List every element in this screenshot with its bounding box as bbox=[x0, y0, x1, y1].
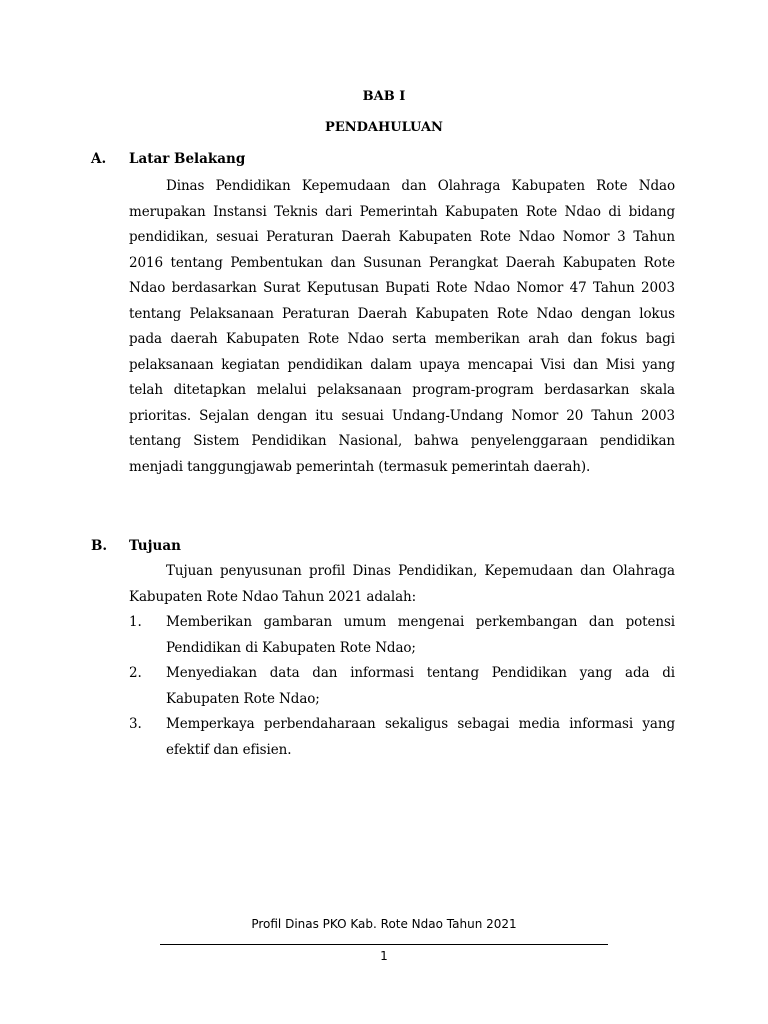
section-b-letter: B. bbox=[91, 538, 108, 554]
list-item-number: 2. bbox=[129, 665, 142, 681]
section-a-title: Latar Belakang bbox=[129, 151, 246, 167]
section-b-paragraph: Tujuan penyusunan profil Dinas Pendidikan, Kepemudaan dan Olahraga Kabupaten Rote Ndao Tahun 2021 adalah: bbox=[129, 563, 675, 605]
list-item bbox=[129, 610, 675, 661]
objectives-list bbox=[129, 610, 675, 763]
section-b-title: Tujuan bbox=[129, 538, 181, 554]
section-a-paragraph: Dinas Pendidikan Kepemudaan dan Olahraga Kabupaten Rote Ndao merupakan Instansi Teknis dari Pemerintah Kabupaten Rote Ndao di bidang pendidikan, sesuai Peraturan Daerah Kabupaten Rote Ndao Nomor 3 Tahun 2016 tentang Pembentukan dan Susunan Perangkat Daerah Kabupaten Rote Ndao berdasarkan Surat Keputusan Bupati Rote Ndao Nomor 47 Tahun 2003 tentang Pelaksanaan Peraturan Daerah Kabupaten Rote Ndao dengan lokus pada daerah Kabupaten Rote Ndao serta memberikan arah dan fokus bagi pelaksanaan kegiatan pendidikan dalam upaya mencapai Visi dan Misi yang telah ditetapkan melalui pelaksanaan program-program berdasarkan skala prioritas. Sejalan dengan itu sesuai Undang-Undang Nomor 20 Tahun 2003 tentang Sistem Pendidikan Nasional, bahwa penyelenggaraan pendidikan menjadi tanggungjawab pemerintah (termasuk pemerintah daerah). bbox=[129, 178, 675, 475]
list-item bbox=[129, 661, 675, 712]
section-a-letter: A. bbox=[91, 151, 107, 167]
list-item-text: Memperkaya perbendaharaan sekaligus sebagai media informasi yang efektif dan efisien. bbox=[166, 716, 675, 758]
list-item-text: Menyediakan data dan informasi tentang Pendidikan yang ada di Kabupaten Rote Ndao; bbox=[166, 665, 675, 707]
page-number: 1 bbox=[380, 949, 388, 963]
list-item-text: Memberikan gambaran umum mengenai perkembangan dan potensi Pendidikan di Kabupaten Rote Ndao; bbox=[166, 614, 675, 656]
list-item-number: 1. bbox=[129, 614, 142, 630]
footer-divider bbox=[160, 944, 608, 945]
chapter-number: BAB I bbox=[362, 89, 406, 104]
chapter-title: PENDAHULUAN bbox=[325, 120, 443, 135]
list-item-number: 3. bbox=[129, 716, 142, 732]
list-item bbox=[129, 712, 675, 763]
footer-title: Profil Dinas PKO Kab. Rote Ndao Tahun 2021 bbox=[251, 917, 517, 931]
